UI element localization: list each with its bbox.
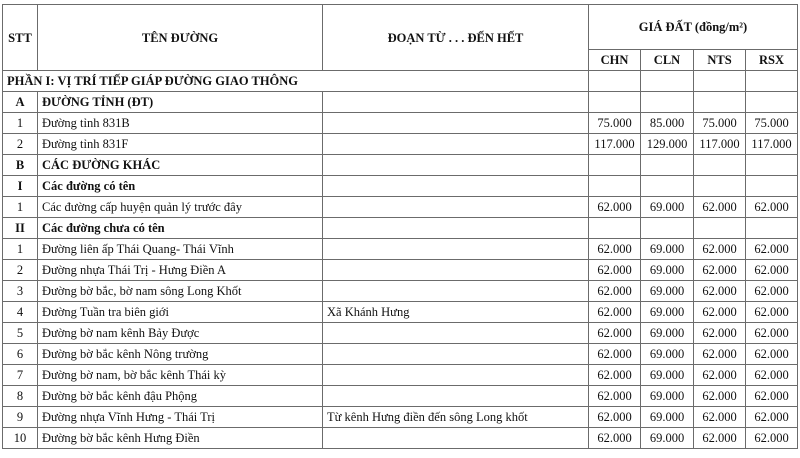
header-nts: NTS	[694, 50, 746, 71]
cell-cln: 69.000	[641, 281, 694, 302]
table-row	[3, 302, 798, 323]
cell-rsx: 62.000	[746, 239, 798, 260]
cell-chn: 75.000	[589, 113, 641, 134]
land-price-table	[2, 4, 798, 449]
cell-ten-duong: Các đường cấp huyện quản lý trước đây	[38, 197, 323, 218]
table-row	[3, 155, 798, 176]
cell-doan-tu	[323, 197, 589, 218]
cell-cln: 69.000	[641, 407, 694, 428]
cell-ten-duong: Đường tỉnh 831B	[38, 113, 323, 134]
cell-chn	[589, 176, 641, 197]
cell-ten-duong: Đường liên ấp Thái Quang- Thái Vĩnh	[38, 239, 323, 260]
cell-doan-tu	[323, 155, 589, 176]
cell-nts: 62.000	[694, 407, 746, 428]
cell-chn	[589, 71, 641, 92]
cell-rsx: 62.000	[746, 365, 798, 386]
cell-rsx: 62.000	[746, 386, 798, 407]
cell-chn: 62.000	[589, 386, 641, 407]
cell-nts: 62.000	[694, 386, 746, 407]
table-row	[3, 386, 798, 407]
cell-doan-tu	[323, 92, 589, 113]
cell-ten-duong: Đường tỉnh 831F	[38, 134, 323, 155]
cell-nts: 62.000	[694, 260, 746, 281]
cell-cln: 69.000	[641, 344, 694, 365]
cell-stt: B	[3, 155, 38, 176]
cell-ten-duong: CÁC ĐƯỜNG KHÁC	[38, 155, 323, 176]
land-price-table-container	[2, 4, 798, 449]
cell-nts	[694, 218, 746, 239]
cell-ten-duong: Đường bờ bắc kênh Nông trường	[38, 344, 323, 365]
cell-stt: 6	[3, 344, 38, 365]
cell-cln: 69.000	[641, 323, 694, 344]
cell-nts: 62.000	[694, 428, 746, 449]
cell-nts: 62.000	[694, 281, 746, 302]
cell-doan-tu	[323, 323, 589, 344]
header-rsx: RSX	[746, 50, 798, 71]
cell-ten-duong: Đường bờ bắc, bờ nam sông Long Khốt	[38, 281, 323, 302]
cell-doan-tu	[323, 134, 589, 155]
table-row	[3, 197, 798, 218]
cell-rsx	[746, 92, 798, 113]
cell-chn: 62.000	[589, 302, 641, 323]
cell-doan-tu	[323, 344, 589, 365]
cell-doan-tu: Từ kênh Hưng điền đến sông Long khốt	[323, 407, 589, 428]
table-row	[3, 260, 798, 281]
cell-nts: 62.000	[694, 197, 746, 218]
cell-ten-duong: Đường bờ bắc kênh đậu Phộng	[38, 386, 323, 407]
cell-chn: 62.000	[589, 281, 641, 302]
cell-stt: 9	[3, 407, 38, 428]
table-row	[3, 176, 798, 197]
cell-cln: 129.000	[641, 134, 694, 155]
table-row	[3, 344, 798, 365]
header-row	[3, 5, 798, 50]
cell-doan-tu	[323, 428, 589, 449]
cell-chn: 62.000	[589, 260, 641, 281]
cell-doan-tu	[323, 281, 589, 302]
cell-nts: 62.000	[694, 302, 746, 323]
section-title: PHẦN I: VỊ TRÍ TIẾP GIÁP ĐƯỜNG GIAO THÔNG	[3, 71, 589, 92]
cell-cln: 69.000	[641, 302, 694, 323]
table-row	[3, 239, 798, 260]
cell-stt: 2	[3, 134, 38, 155]
cell-chn: 62.000	[589, 197, 641, 218]
table-row	[3, 407, 798, 428]
cell-nts: 117.000	[694, 134, 746, 155]
cell-rsx: 62.000	[746, 344, 798, 365]
cell-rsx: 62.000	[746, 428, 798, 449]
section-row	[3, 71, 798, 92]
header-gia-dat: GIÁ ĐẤT (đồng/m²)	[589, 5, 798, 50]
cell-ten-duong: Đường bờ bắc kênh Hưng Điền	[38, 428, 323, 449]
cell-rsx	[746, 218, 798, 239]
cell-chn: 62.000	[589, 365, 641, 386]
cell-nts: 62.000	[694, 365, 746, 386]
cell-cln	[641, 176, 694, 197]
cell-cln: 69.000	[641, 197, 694, 218]
cell-cln: 69.000	[641, 428, 694, 449]
table-row	[3, 428, 798, 449]
cell-doan-tu	[323, 176, 589, 197]
cell-ten-duong: Đường bờ nam, bờ bắc kênh Thái kỳ	[38, 365, 323, 386]
cell-cln	[641, 92, 694, 113]
cell-chn: 62.000	[589, 239, 641, 260]
cell-stt: 1	[3, 113, 38, 134]
cell-nts	[694, 92, 746, 113]
cell-rsx: 117.000	[746, 134, 798, 155]
cell-nts: 62.000	[694, 323, 746, 344]
cell-rsx: 62.000	[746, 281, 798, 302]
cell-chn: 62.000	[589, 428, 641, 449]
cell-stt: 1	[3, 239, 38, 260]
table-row	[3, 323, 798, 344]
table-row	[3, 365, 798, 386]
cell-rsx	[746, 176, 798, 197]
cell-ten-duong: Các đường chưa có tên	[38, 218, 323, 239]
cell-stt: 7	[3, 365, 38, 386]
cell-rsx	[746, 155, 798, 176]
cell-rsx: 62.000	[746, 197, 798, 218]
cell-ten-duong: Các đường có tên	[38, 176, 323, 197]
cell-rsx: 62.000	[746, 260, 798, 281]
cell-nts: 62.000	[694, 344, 746, 365]
cell-stt: 4	[3, 302, 38, 323]
cell-chn	[589, 155, 641, 176]
cell-ten-duong: Đường nhựa Vĩnh Hưng - Thái Trị	[38, 407, 323, 428]
cell-stt: I	[3, 176, 38, 197]
cell-chn: 62.000	[589, 407, 641, 428]
cell-chn	[589, 92, 641, 113]
header-chn: CHN	[589, 50, 641, 71]
cell-doan-tu	[323, 113, 589, 134]
cell-stt: 5	[3, 323, 38, 344]
cell-cln	[641, 218, 694, 239]
cell-doan-tu	[323, 239, 589, 260]
cell-ten-duong: ĐƯỜNG TỈNH (ĐT)	[38, 92, 323, 113]
cell-chn: 117.000	[589, 134, 641, 155]
cell-chn: 62.000	[589, 344, 641, 365]
cell-cln: 69.000	[641, 239, 694, 260]
header-doan-tu: ĐOẠN TỪ . . . ĐẾN HẾT	[323, 5, 589, 71]
cell-doan-tu	[323, 218, 589, 239]
cell-stt: 1	[3, 197, 38, 218]
table-body	[3, 71, 798, 449]
table-row	[3, 281, 798, 302]
cell-cln	[641, 71, 694, 92]
header-stt: STT	[3, 5, 38, 71]
cell-nts: 62.000	[694, 239, 746, 260]
cell-rsx: 75.000	[746, 113, 798, 134]
header-cln: CLN	[641, 50, 694, 71]
cell-ten-duong: Đường nhựa Thái Trị - Hưng Điền A	[38, 260, 323, 281]
cell-cln: 85.000	[641, 113, 694, 134]
cell-cln: 69.000	[641, 386, 694, 407]
cell-stt: 8	[3, 386, 38, 407]
cell-chn: 62.000	[589, 323, 641, 344]
cell-stt: 2	[3, 260, 38, 281]
cell-doan-tu	[323, 386, 589, 407]
cell-cln	[641, 155, 694, 176]
header-ten-duong: TÊN ĐƯỜNG	[38, 5, 323, 71]
cell-doan-tu	[323, 260, 589, 281]
cell-ten-duong: Đường bờ nam kênh Bảy Được	[38, 323, 323, 344]
cell-doan-tu	[323, 365, 589, 386]
cell-stt: II	[3, 218, 38, 239]
cell-cln: 69.000	[641, 260, 694, 281]
cell-cln: 69.000	[641, 365, 694, 386]
cell-ten-duong: Đường Tuần tra biên giới	[38, 302, 323, 323]
cell-nts: 75.000	[694, 113, 746, 134]
table-row	[3, 113, 798, 134]
cell-rsx	[746, 71, 798, 92]
table-row	[3, 134, 798, 155]
cell-stt: 10	[3, 428, 38, 449]
table-row	[3, 218, 798, 239]
cell-rsx: 62.000	[746, 302, 798, 323]
cell-doan-tu: Xã Khánh Hưng	[323, 302, 589, 323]
cell-stt: 3	[3, 281, 38, 302]
cell-nts	[694, 176, 746, 197]
cell-chn	[589, 218, 641, 239]
cell-rsx: 62.000	[746, 407, 798, 428]
cell-stt: A	[3, 92, 38, 113]
cell-rsx: 62.000	[746, 323, 798, 344]
cell-nts	[694, 155, 746, 176]
cell-nts	[694, 71, 746, 92]
table-row	[3, 92, 798, 113]
